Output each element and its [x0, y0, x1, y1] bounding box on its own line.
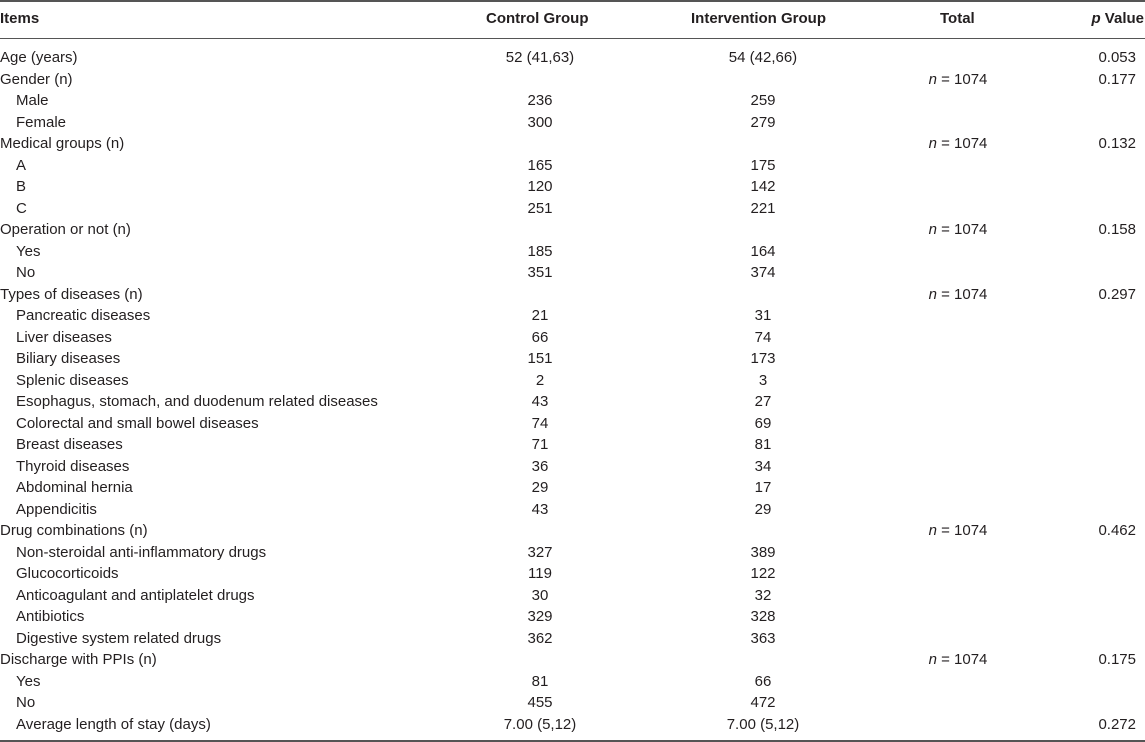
table-row — [0, 391, 1145, 413]
cell-item: Female — [16, 113, 67, 131]
cell-control-group: 351 — [527, 264, 553, 281]
total-equals: = — [936, 285, 955, 303]
cell-item: Discharge with PPIs (n) — [0, 651, 157, 668]
cell-intervention-group: 17 — [754, 479, 772, 496]
cell-intervention-group: 74 — [754, 328, 772, 346]
table-row — [0, 219, 1145, 241]
total-value: 1074 — [954, 522, 988, 539]
table-row — [0, 241, 1145, 263]
cell-p-value: 0.462 — [1098, 522, 1136, 539]
header-p-italic: p — [1091, 10, 1101, 27]
cell-item: B — [16, 178, 27, 195]
total-n-symbol: n — [928, 522, 937, 539]
cell-intervention-group: 173 — [750, 350, 776, 367]
cell-p-value: 0.175 — [1098, 651, 1136, 668]
cell-control-group: 251 — [527, 199, 553, 217]
cell-p-value: 0.132 — [1098, 135, 1136, 152]
cell-control-group: 165 — [527, 156, 553, 174]
cell-item: Anticoagulant and antiplatelet drugs — [16, 586, 255, 604]
cell-control-group: 151 — [527, 350, 553, 367]
table-row — [0, 348, 1145, 370]
cell-control-group: 7.00 (5,12) — [503, 715, 577, 733]
cell-item: Splenic diseases — [16, 371, 129, 389]
table-row — [0, 434, 1145, 456]
cell-p-value: 0.297 — [1098, 285, 1136, 303]
cell-item: Glucocorticoids — [16, 565, 119, 582]
table-row — [0, 262, 1145, 284]
header-control-group: Control Group — [486, 10, 589, 27]
cell-item: C — [16, 199, 27, 217]
table-row — [0, 520, 1145, 542]
cell-control-group: 185 — [527, 242, 553, 260]
table-row — [0, 327, 1145, 349]
cell-intervention-group: 27 — [754, 393, 772, 410]
cell-total — [858, 133, 1058, 155]
cell-control-group: 30 — [531, 586, 549, 604]
cell-item: Biliary diseases — [16, 350, 121, 367]
cell-item: No — [16, 264, 36, 281]
table-row — [0, 284, 1145, 306]
cell-item: Pancreatic diseases — [16, 307, 151, 324]
table-row — [0, 413, 1145, 435]
cell-intervention-group: 34 — [754, 457, 772, 475]
header-items: Items — [0, 10, 40, 27]
table-row — [0, 649, 1145, 671]
total-equals: = — [936, 70, 955, 88]
table-header-rule — [0, 38, 1145, 39]
cell-intervention-group: 221 — [750, 199, 776, 217]
table-row — [0, 585, 1145, 607]
cell-item: Age (years) — [0, 49, 78, 66]
cell-item: Breast diseases — [16, 436, 123, 453]
table-row — [0, 47, 1145, 69]
cell-control-group: 43 — [531, 393, 549, 410]
cell-intervention-group: 29 — [754, 500, 772, 518]
total-value: 1074 — [954, 221, 988, 238]
cell-intervention-group: 389 — [750, 543, 776, 561]
cell-control-group: 74 — [531, 414, 549, 432]
total-equals: = — [936, 221, 955, 238]
table-row — [0, 692, 1145, 714]
cell-total — [858, 284, 1058, 306]
table-row — [0, 90, 1145, 112]
cell-item: Yes — [16, 672, 41, 690]
cell-intervention-group: 175 — [750, 156, 776, 174]
cell-intervention-group: 279 — [750, 113, 776, 131]
cell-total — [858, 649, 1058, 671]
cell-intervention-group: 363 — [750, 629, 776, 647]
total-n-symbol: n — [928, 651, 937, 668]
cell-intervention-group: 7.00 (5,12) — [726, 715, 800, 733]
cell-item: Liver diseases — [16, 328, 112, 346]
cell-item: Operation or not (n) — [0, 221, 131, 238]
cell-control-group: 119 — [528, 565, 552, 582]
cell-item: Average length of stay (days) — [16, 715, 211, 733]
total-n-symbol: n — [928, 285, 937, 303]
total-value: 1074 — [954, 70, 988, 88]
total-n-symbol: n — [928, 135, 937, 152]
cell-intervention-group: 328 — [750, 608, 776, 625]
cell-control-group: 52 (41,63) — [505, 49, 575, 66]
cell-item: Types of diseases (n) — [0, 285, 143, 303]
cell-item: Esophagus, stomach, and duodenum related diseases — [16, 393, 378, 410]
table-row — [0, 563, 1145, 585]
cell-control-group: 43 — [531, 500, 549, 518]
cell-intervention-group: 31 — [754, 307, 772, 324]
cell-item: Abdominal hernia — [16, 479, 133, 496]
total-equals: = — [936, 651, 955, 668]
header-total: Total — [940, 10, 975, 27]
cell-p-value: 0.053 — [1098, 49, 1136, 66]
total-n-symbol: n — [928, 70, 937, 88]
cell-control-group: 36 — [531, 457, 549, 475]
cell-item: Thyroid diseases — [16, 457, 130, 475]
cell-p-value: 0.272 — [1098, 715, 1136, 733]
cell-intervention-group: 3 — [758, 371, 768, 389]
header-p-rest: Value — [1100, 10, 1144, 27]
cell-item: Medical groups (n) — [0, 135, 125, 152]
total-value: 1074 — [954, 651, 988, 668]
table-row — [0, 714, 1145, 736]
cell-intervention-group: 69 — [754, 414, 772, 432]
cell-item: Digestive system related drugs — [16, 629, 222, 647]
cell-intervention-group: 374 — [750, 264, 776, 281]
cell-control-group: 300 — [527, 113, 553, 131]
cell-control-group: 66 — [531, 328, 549, 346]
cell-item: Drug combinations (n) — [0, 522, 148, 539]
table-bottom-rule — [0, 740, 1145, 742]
cell-item: Colorectal and small bowel diseases — [16, 414, 259, 432]
cell-total — [858, 219, 1058, 241]
table-row — [0, 370, 1145, 392]
cell-p-value: 0.158 — [1098, 221, 1136, 238]
cell-intervention-group: 66 — [754, 672, 772, 690]
cell-item: A — [16, 156, 27, 174]
cell-control-group: 327 — [527, 543, 553, 561]
table-header-row — [0, 0, 1145, 38]
table-row — [0, 606, 1145, 628]
table-row — [0, 628, 1145, 650]
cell-item: Gender (n) — [0, 70, 73, 88]
cell-item: Non-steroidal anti-inflammatory drugs — [16, 543, 267, 561]
cell-total — [858, 69, 1058, 91]
table-row — [0, 477, 1145, 499]
table-row — [0, 499, 1145, 521]
cell-intervention-group: 164 — [750, 242, 776, 260]
table-row — [0, 456, 1145, 478]
cell-item: Antibiotics — [16, 608, 85, 625]
header-intervention-group: Intervention Group — [691, 10, 826, 27]
table-row — [0, 112, 1145, 134]
cell-intervention-group: 81 — [754, 436, 772, 453]
cell-control-group: 329 — [527, 608, 553, 625]
cell-control-group: 2 — [535, 371, 545, 389]
cell-control-group: 81 — [531, 672, 549, 690]
cell-intervention-group: 259 — [750, 92, 776, 109]
cell-intervention-group: 54 (42,66) — [728, 49, 798, 66]
table-row — [0, 133, 1145, 155]
total-n-symbol: n — [928, 221, 937, 238]
cell-intervention-group: 472 — [750, 694, 776, 711]
header-p-value — [1091, 9, 1144, 29]
cell-control-group: 236 — [527, 92, 553, 109]
cell-p-value: 0.177 — [1098, 70, 1136, 88]
cell-item: Yes — [16, 242, 41, 260]
cell-total — [858, 520, 1058, 542]
table-row — [0, 305, 1145, 327]
table-row — [0, 176, 1145, 198]
cell-control-group: 120 — [527, 178, 553, 195]
total-equals: = — [936, 135, 955, 152]
table-row — [0, 198, 1145, 220]
cell-control-group: 29 — [531, 479, 549, 496]
cell-item: Male — [16, 92, 49, 109]
cell-control-group: 455 — [527, 694, 553, 711]
cell-control-group: 362 — [527, 629, 553, 647]
cell-intervention-group: 32 — [754, 586, 772, 604]
table-row — [0, 155, 1145, 177]
cell-control-group: 71 — [531, 436, 549, 453]
total-equals: = — [936, 522, 955, 539]
cell-item: Appendicitis — [16, 500, 97, 518]
table-row — [0, 542, 1145, 564]
table-body — [0, 47, 1145, 735]
total-value: 1074 — [954, 285, 988, 303]
cell-item: No — [16, 694, 36, 711]
table-row — [0, 671, 1145, 693]
cell-intervention-group: 122 — [750, 565, 776, 582]
table-row — [0, 69, 1145, 91]
cell-intervention-group: 142 — [750, 178, 776, 195]
cell-control-group: 21 — [531, 307, 549, 324]
total-value: 1074 — [954, 135, 988, 152]
